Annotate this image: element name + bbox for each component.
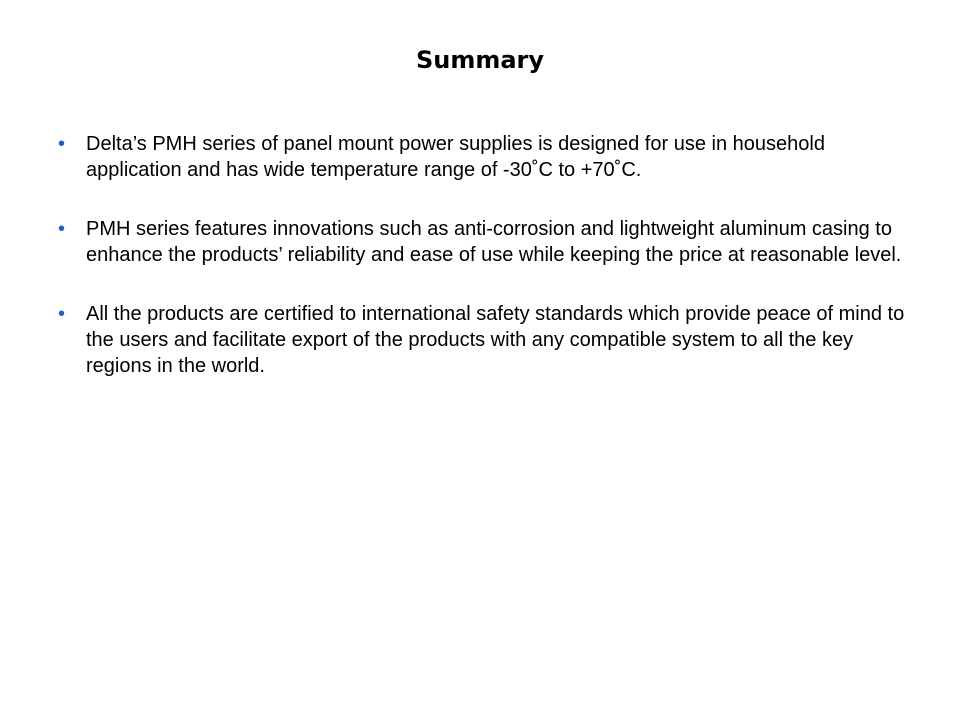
- bullet-item: [58, 216, 908, 268]
- bullet-item: [58, 131, 908, 183]
- bullet-text: Delta’s PMH series of panel mount power supplies is designed for use in household application and has wide temperature range of -30˚C to +70˚C.: [86, 133, 825, 181]
- bullet-icon: •: [58, 133, 66, 155]
- bullet-icon: •: [58, 303, 66, 325]
- bullet-list: [58, 131, 908, 412]
- bullet-text: All the products are certified to international safety standards which provide peace of mind to the users and facilitate export of the products with any compatible system to all the key regions in the world.: [86, 303, 905, 377]
- bullet-icon: •: [58, 218, 66, 240]
- bullet-item: [58, 301, 908, 379]
- slide-title: Summary: [415, 46, 545, 74]
- bullet-text: PMH series features innovations such as anti-corrosion and lightweight aluminum casing to enhance the products’ reliability and ease of use while keeping the price at reasonable level.: [86, 218, 902, 266]
